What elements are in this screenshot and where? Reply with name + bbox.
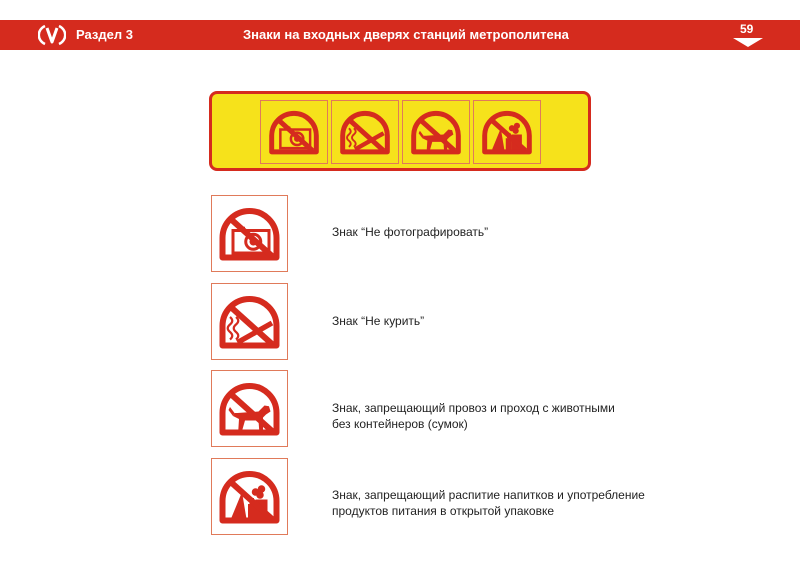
no-animals-icon (403, 101, 469, 163)
caption-no-smoking (332, 313, 424, 329)
panel-cell-no-animals (402, 100, 470, 164)
caption-no-eating-drinking (332, 487, 645, 519)
page-title: Знаки на входных дверях станций метрополитена (243, 27, 569, 42)
page-number: 59 (740, 22, 754, 36)
caption-line: продуктов питания в открытой упаковке (332, 504, 555, 518)
caption-line: Знак, запрещающий провоз и проход с животными (332, 401, 615, 415)
section-label: Раздел 3 (76, 27, 133, 42)
no-smoking-icon (332, 101, 398, 163)
no-smoking-icon (212, 284, 287, 359)
sign-no-eating-drinking (211, 458, 288, 535)
no-eating-drinking-icon (212, 459, 287, 534)
page-arrow-icon (733, 38, 763, 47)
caption-line: без контейнеров (сумок) (332, 417, 468, 431)
no-eating-drinking-icon (474, 101, 540, 163)
header-bar (0, 20, 800, 50)
panel-cell-no-smoking (331, 100, 399, 164)
metro-logo-icon (38, 23, 66, 47)
caption-no-animals (332, 400, 615, 432)
door-sign-panel (209, 91, 591, 171)
caption-line: Знак “Не фотографировать” (332, 225, 489, 239)
panel-cell-no-eating (473, 100, 541, 164)
sign-no-photo (211, 195, 288, 272)
caption-no-photo (332, 224, 488, 240)
sign-no-animals (211, 370, 288, 447)
no-photo-icon (261, 101, 327, 163)
no-photo-icon (212, 196, 287, 271)
panel-cell-no-photo (260, 100, 328, 164)
no-animals-icon (212, 371, 287, 446)
caption-line: Знак “Не курить” (332, 314, 425, 328)
caption-line: Знак, запрещающий распитие напитков и употребление (332, 488, 645, 502)
sign-no-smoking (211, 283, 288, 360)
